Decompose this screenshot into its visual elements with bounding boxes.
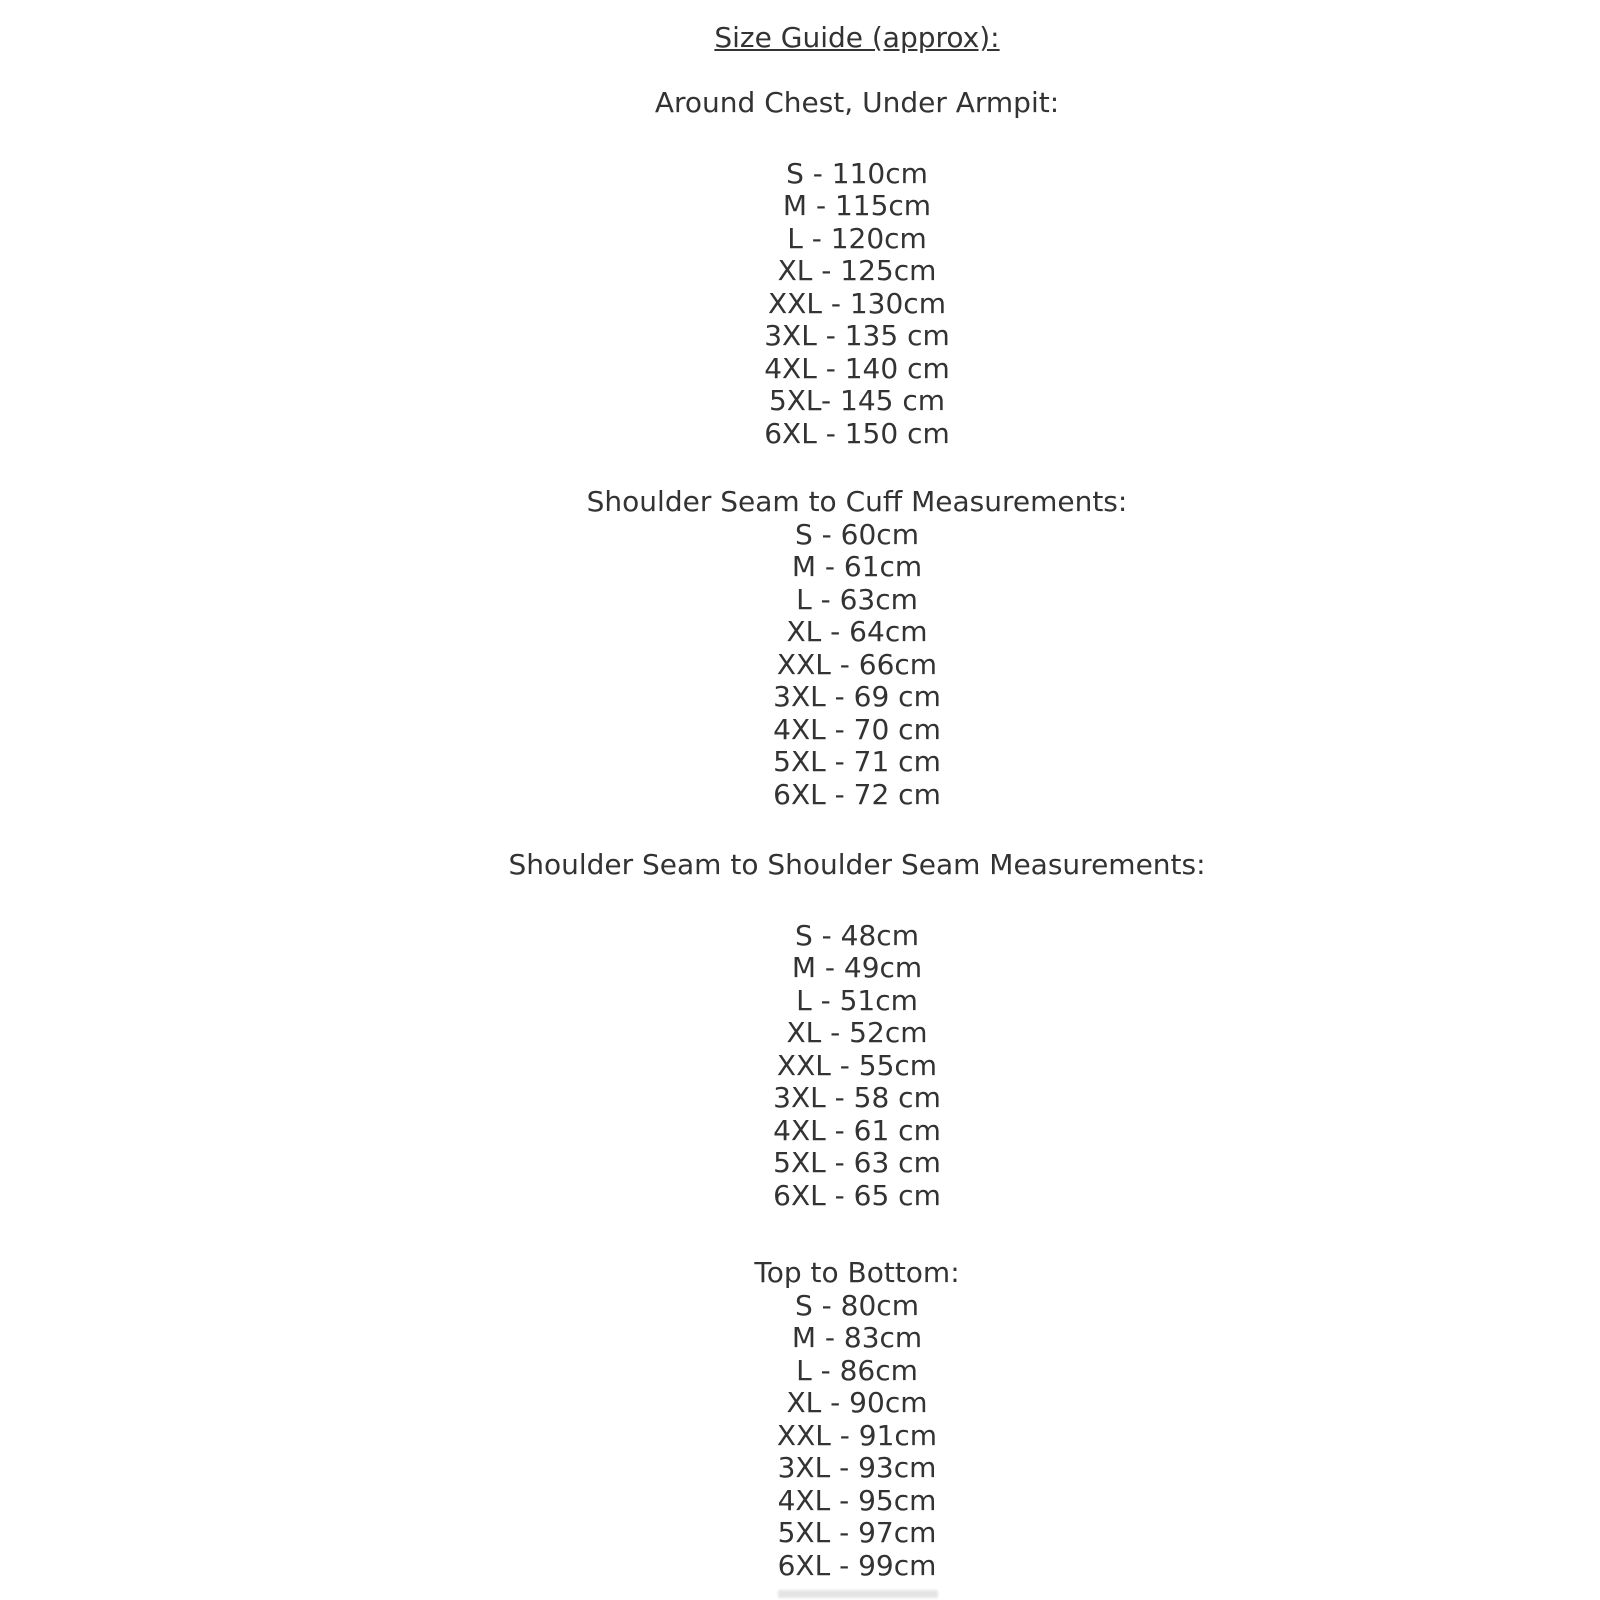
spacer [114,1212,1600,1257]
size-row: S - 60cm [795,517,919,551]
section-heading: Shoulder Seam to Cuff Measurements: [586,485,1128,518]
size-row: 6XL - 65 cm [773,1178,941,1212]
size-row: XL - 64cm [786,615,928,648]
size-row: XXL - 91cm [776,1418,938,1452]
size-row: 6XL - 150 cm [764,416,950,450]
page-title: Size Guide (approx): [714,21,1000,54]
size-row: 5XL - 97cm [777,1516,937,1549]
section-shoulder-to-shoulder [114,849,1600,1212]
size-row: 4XL - 61 cm [773,1113,941,1147]
size-row: M - 115cm [782,189,932,222]
size-row: 3XL - 93cm [777,1451,937,1484]
size-row: M - 61cm [791,550,923,583]
size-row: L - 120cm [787,221,927,255]
size-row: XXL - 66cm [776,647,938,681]
size-row: XL - 90cm [786,1386,928,1419]
size-row: S - 80cm [795,1288,919,1322]
section-around-chest [114,87,1600,450]
size-row: XL - 52cm [786,1016,928,1049]
spacer [114,811,1600,849]
size-row: 5XL- 145 cm [768,384,946,417]
section-heading: Around Chest, Under Armpit: [654,86,1060,119]
size-row: 4XL - 70 cm [773,712,941,746]
size-row: L - 86cm [796,1353,918,1387]
size-guide-document [114,0,1600,1582]
size-row: 5XL - 63 cm [773,1146,941,1179]
size-row: XXL - 55cm [776,1048,938,1082]
size-row: S - 48cm [795,918,919,952]
size-row: 4XL - 95cm [777,1483,937,1517]
spacer [114,882,1600,920]
size-row: L - 63cm [796,582,918,616]
section-heading: Shoulder Seam to Shoulder Seam Measurements: [508,848,1206,881]
section-heading: Top to Bottom: [754,1256,960,1289]
size-row: XXL - 130cm [768,286,946,320]
section-top-to-bottom [114,1257,1600,1582]
spacer [114,450,1600,486]
size-row: 3XL - 135 cm [764,319,950,352]
size-row: 5XL - 71 cm [773,745,941,778]
size-row: M - 83cm [791,1321,923,1354]
section-shoulder-to-cuff [114,486,1600,811]
size-row: 6XL - 99cm [777,1548,937,1582]
size-row: 3XL - 69 cm [773,680,941,713]
size-row: 3XL - 58 cm [773,1081,941,1114]
size-row: S - 110cm [786,156,928,190]
spacer [114,120,1600,158]
size-row: 4XL - 140 cm [764,351,950,385]
size-row: XL - 125cm [777,254,937,287]
size-row: L - 51cm [796,983,918,1017]
size-row: M - 49cm [791,951,923,984]
size-row: 6XL - 72 cm [773,777,941,811]
cutoff-text-fragment [778,1590,938,1598]
spacer [114,55,1600,88]
